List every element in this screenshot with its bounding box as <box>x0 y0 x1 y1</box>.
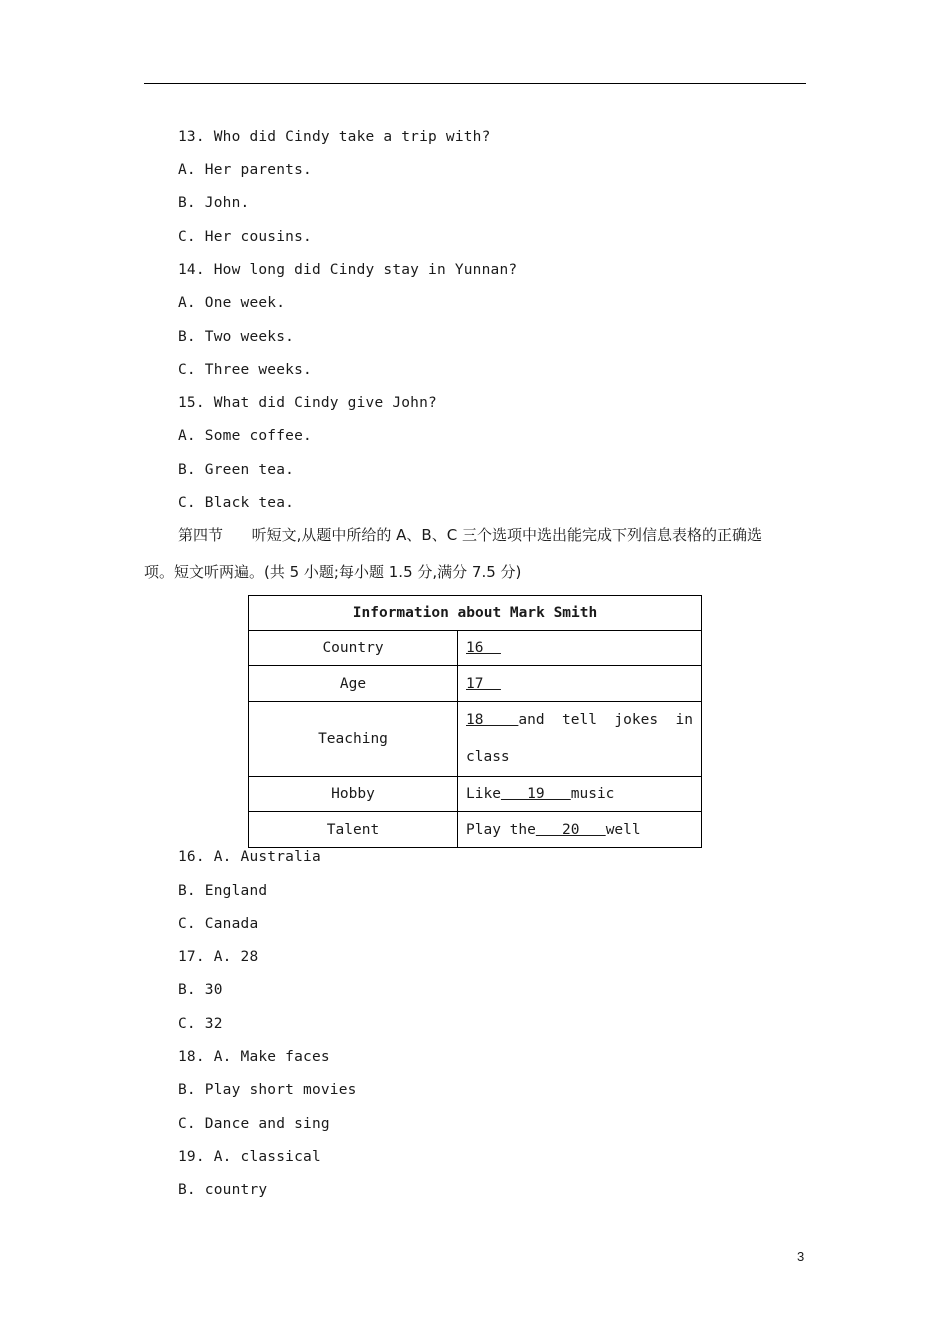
age-value <box>458 666 702 702</box>
hobby-post: music <box>570 786 615 802</box>
option-14c: C. Three weeks. <box>178 362 312 378</box>
option-16b: B. England <box>178 883 268 899</box>
option-15b: B. Green tea. <box>178 462 295 478</box>
hobby-label: Hobby <box>249 777 458 812</box>
talent-value <box>458 812 702 848</box>
teaching-value <box>458 702 702 777</box>
talent-pre: Play the <box>466 821 536 838</box>
option-15a: A. Some coffee. <box>178 428 312 444</box>
teaching-label: Teaching <box>249 702 458 777</box>
question-19: 19. A. classical <box>178 1149 321 1165</box>
question-13: 13. Who did Cindy take a trip with? <box>178 129 491 145</box>
info-table <box>248 595 702 848</box>
option-18b: B. Play short movies <box>178 1082 357 1098</box>
option-17b: B. 30 <box>178 982 223 998</box>
header-rule <box>144 83 806 84</box>
talent-label: Talent <box>249 812 458 848</box>
option-18c: C. Dance and sing <box>178 1116 330 1132</box>
age-label: Age <box>249 666 458 702</box>
question-14: 14. How long did Cindy stay in Yunnan? <box>178 262 518 278</box>
option-19b: B. country <box>178 1182 268 1198</box>
talent-post: well <box>605 821 641 838</box>
table-title: Information about Mark Smith <box>249 596 702 631</box>
country-label: Country <box>249 631 458 666</box>
option-14b: B. Two weeks. <box>178 329 295 345</box>
option-15c: C. Black tea. <box>178 495 295 511</box>
blank-19: 19 <box>500 786 571 802</box>
section4-heading: 第四节 听短文,从题中所给的 A、B、C 三个选项中选出能完成下列信息表格的正确选 <box>178 526 762 544</box>
option-14a: A. One week. <box>178 295 286 311</box>
question-17: 17. A. 28 <box>178 949 259 965</box>
page-number: 3 <box>797 1249 805 1264</box>
option-16c: C. Canada <box>178 916 259 932</box>
teaching-text-line2: class <box>466 749 510 765</box>
blank-18: 18 <box>466 712 519 728</box>
blank-16: 16 <box>466 640 501 656</box>
option-17c: C. 32 <box>178 1016 223 1032</box>
option-13b: B. John. <box>178 195 250 211</box>
question-18: 18. A. Make faces <box>178 1049 330 1065</box>
teaching-text: and tell jokes in <box>518 712 693 728</box>
option-13c: C. Her cousins. <box>178 229 312 245</box>
hobby-pre: Like <box>466 786 501 802</box>
section4-instructions: 项。短文听两遍。(共 5 小题;每小题 1.5 分,满分 7.5 分) <box>144 563 522 581</box>
blank-20: 20 <box>535 821 606 838</box>
question-15: 15. What did Cindy give John? <box>178 395 437 411</box>
option-13a: A. Her parents. <box>178 162 312 178</box>
country-value <box>458 631 702 666</box>
hobby-value <box>458 777 702 812</box>
question-16: 16. A. Australia <box>178 849 321 865</box>
blank-17: 17 <box>466 675 501 692</box>
